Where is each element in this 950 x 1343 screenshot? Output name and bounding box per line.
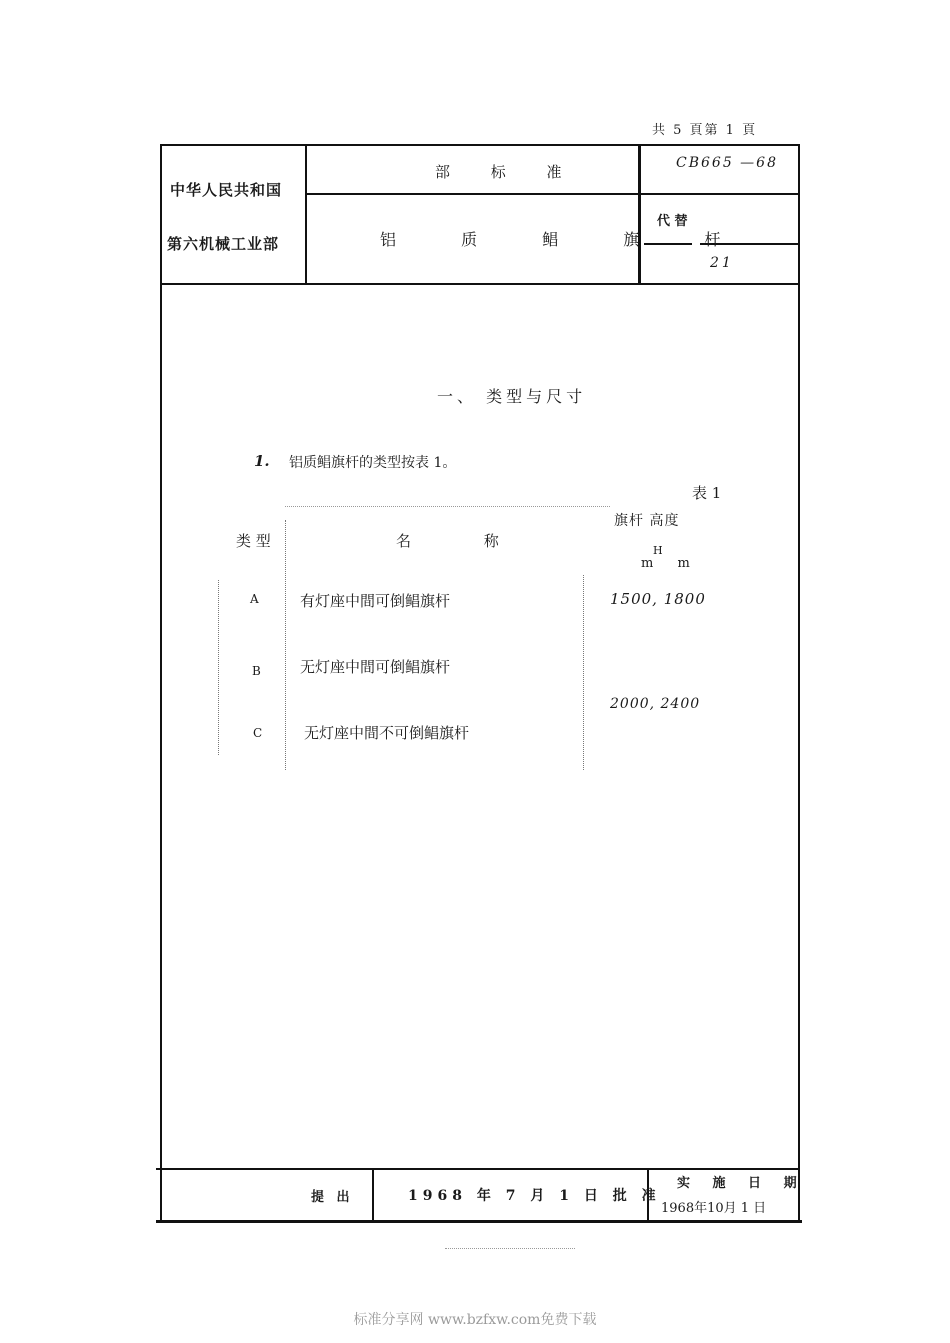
height-value-2: 2000, 2400 xyxy=(610,696,701,712)
header-bottom-line xyxy=(160,283,800,285)
standard-code: CB665 —68 xyxy=(676,155,778,171)
issuer-line-2: 第六机械工业部 xyxy=(167,235,280,253)
frame-bottom xyxy=(156,1220,802,1223)
header-height: 旗杆 高度 xyxy=(614,513,680,529)
replaces-label: 代 替 xyxy=(657,214,688,229)
footer-approved: 1968 年 7 月 1 日 批 准 xyxy=(408,1188,661,1204)
document-title: 铝 质 鲳 旗 杆 xyxy=(380,230,751,249)
clause-number: 1. xyxy=(254,452,270,470)
row-type: B xyxy=(252,664,261,678)
header-divider-right xyxy=(638,144,641,284)
frame-right xyxy=(798,144,800,1222)
row-name: 无灯座中間不可倒鲳旗杆 xyxy=(304,724,470,742)
replaces-value: 21 xyxy=(710,255,734,271)
clause-text: 铝质鲳旗杆的类型按表 1。 xyxy=(289,455,457,471)
table-label: 表 1 xyxy=(692,484,722,502)
row-name: 无灯座中間可倒鲳旗杆 xyxy=(300,658,451,676)
table-top-rule xyxy=(285,506,610,507)
row-type: C xyxy=(253,726,263,740)
table-left-edge xyxy=(218,580,219,755)
page-indicator: 共 5 頁第 1 頁 xyxy=(652,123,758,138)
footer-top-line xyxy=(156,1168,800,1170)
header-height-symbol: H xyxy=(653,544,663,557)
footer-divider-1 xyxy=(372,1168,374,1222)
row-name: 有灯座中間可倒鲳旗杆 xyxy=(300,592,451,610)
watermark: 标准分享网 www.bzfxw.com免费下载 xyxy=(353,1312,597,1328)
header-type: 类 型 xyxy=(236,532,271,550)
header-mid-line xyxy=(305,193,640,195)
header-height-unit: m m xyxy=(641,556,700,571)
height-value-1: 1500, 1800 xyxy=(610,590,706,608)
frame-top xyxy=(160,144,800,146)
footer-proposed: 提 出 xyxy=(311,1190,354,1205)
section-heading: 一、 类型与尺寸 xyxy=(437,387,587,406)
table-row xyxy=(220,590,590,614)
header-name: 名 称 xyxy=(396,532,533,550)
footer-effective-date: 1968年10月 1 日 xyxy=(661,1201,767,1216)
issuer-line-1: 中华人民共和国 xyxy=(170,181,283,199)
table-row xyxy=(220,722,590,746)
code-bottom-line xyxy=(640,193,800,195)
standard-category: 部 标 准 xyxy=(435,163,580,181)
footer-effective-label: 实 施 日 期 xyxy=(677,1176,806,1191)
table-row xyxy=(220,656,590,680)
frame-left xyxy=(160,144,162,1222)
row-type: A xyxy=(250,592,259,606)
header-divider-left xyxy=(305,144,307,284)
footnote-rule xyxy=(445,1248,575,1249)
